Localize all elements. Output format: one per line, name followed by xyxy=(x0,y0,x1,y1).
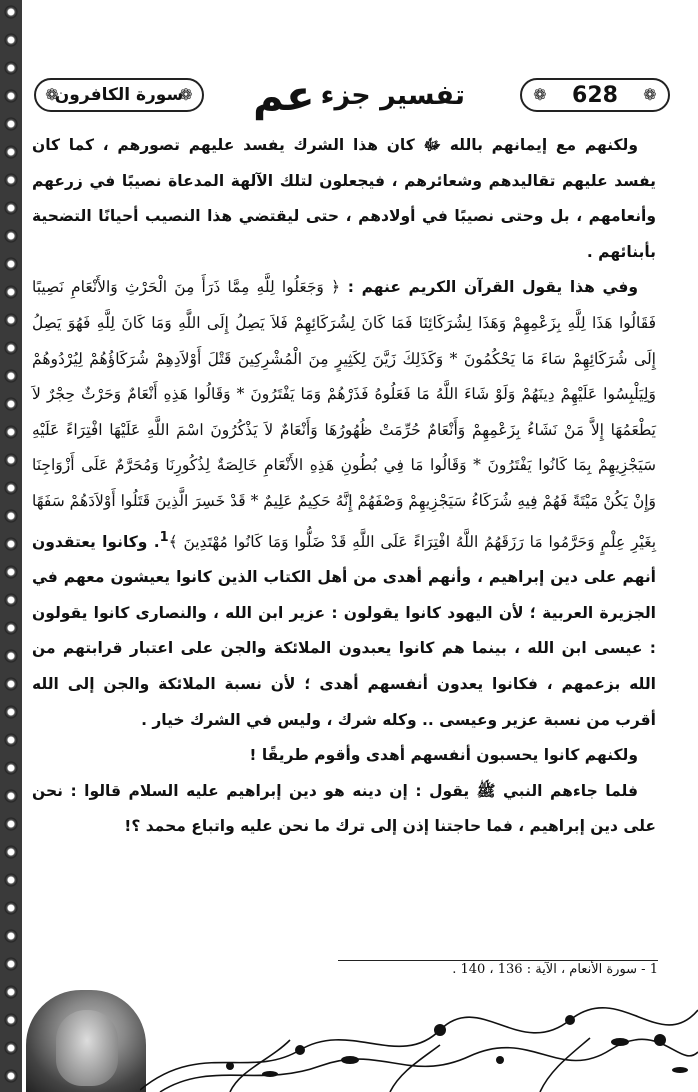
paragraph-2-rest: . وكانوا يعتقدون أنهم على دين إبراهيم ، وأنهم أهدى من أهل الكتاب الذين كانوا يعيشون معهم في الجزيرة العربية ؛ لأن اليهود كانوا يقولون : عزير ابن الله ، والنصارى كانوا يقولون : عيسى ابن الله ، بينما هم كانوا يعبدون الملائكة والجن على اعتبار قرابتهم من الله بزعمهم ، فكانوا يعدون أنفسهم أهدى ؛ لأن نسبة الملائكة والجن إلى الله أقرب من نسبة عزير وعيسى .. وكله شرك ، وليس في الشرك خيار . xyxy=(32,532,656,729)
author-portrait-image xyxy=(26,990,146,1092)
page-number: 628 xyxy=(572,82,618,108)
paragraph-2-intro: وفي هذا يقول القرآن الكريم عنهم : xyxy=(347,278,638,297)
book-title-part2: عم xyxy=(253,70,315,120)
paragraph-1: ولكنهم مع إيمانهم بالله ﷻ كان هذا الشرك يفسد عليهم تصورهم ، كما كان يفسد عليهم تقاليدهم وشعائرهم ، فيجعلون لتلك الآلهة المدعاة نصيبًا في زرعهم وأنعامهم ، بل وحتى نصيبًا في أولادهم ، حتى ليقتضي هذا النصيب أحيانًا التضحية بأبنائهم . xyxy=(32,136,656,261)
book-title-part1: تفسير جزء xyxy=(320,79,465,111)
surah-name-frame xyxy=(34,78,204,112)
flourish-icon: ❁ xyxy=(179,85,193,104)
ornamental-side-border xyxy=(0,0,22,1092)
quran-verse: ﴿ وَجَعَلُوا لِلَّهِ مِمَّا ذَرَأَ مِنَ الْحَرْثِ وَالأَنْعَامِ نَصِيبًا فَقَالُوا هَذَا لِلَّهِ بِزَعْمِهِمْ وَهَذَا لِشُرَكَائِنَا فَمَا كَانَ لِشُرَكَائِهِمْ فَلاَ يَصِلُ إِلَى اللَّهِ وَمَا كَانَ لِلَّهِ فَهُوَ يَصِلُ إِلَى شُرَكَائِهِمْ سَاءَ مَا يَحْكُمُونَ * وَكَذَلِكَ زَيَّنَ لِكَثِيرٍ مِنَ الْمُشْرِكِينَ قَتْلَ أَوْلاَدِهِمْ شُرَكَاؤُهُمْ لِيُرْدُوهُمْ وَلِيَلْبِسُوا عَلَيْهِمْ دِينَهُمْ وَلَوْ شَاءَ اللَّهُ مَا فَعَلُوهُ فَذَرْهُمْ وَمَا يَفْتَرُونَ * وَقَالُوا هَذِهِ أَنْعَامٌ وَحَرْثٌ حِجْرٌ لاَ يَطْعَمُهَا إِلاَّ مَنْ نَشَاءُ بِزَعْمِهِمْ وَأَنْعَامٌ حُرِّمَتْ ظُهُورُهَا وَأَنْعَامٌ لاَ يَذْكُرُونَ اسْمَ اللَّهِ عَلَيْهَا افْتِرَاءً عَلَيْهِ سَيَجْزِيهِمْ بِمَا كَانُوا يَفْتَرُونَ * وَقَالُوا مَا فِي بُطُونِ هَذِهِ الأَنْعَامِ خَالِصَةٌ لِذُكُورِنَا وَمُحَرَّمٌ عَلَى أَزْوَاجِنَا وَإِنْ يَكُنْ مَيْتَةً فَهُمْ فِيهِ شُرَكَاءُ سَيَجْزِيهِمْ وَصْفَهُمْ إِنَّهُ حَكِيمٌ عَلِيمٌ * قَدْ خَسِرَ الَّذِينَ قَتَلُوا أَوْلاَدَهُمْ سَفَهًا بِغَيْرِ عِلْمٍ وَحَرَّمُوا مَا رَزَقَهُمُ اللَّهُ افْتِرَاءً عَلَى اللَّهِ قَدْ ضَلُّوا وَمَا كَانُوا مُهْتَدِينَ ﴾ xyxy=(32,278,657,551)
page-number-frame xyxy=(520,78,670,112)
footnote: 1 - سورة الأنعام ، الآية : 136 ، 140 . xyxy=(452,962,658,977)
floral-ornament-image xyxy=(140,1000,698,1092)
flourish-icon: ❁ xyxy=(643,85,657,104)
portrait-face xyxy=(56,1010,118,1086)
flourish-icon: ❁ xyxy=(533,85,547,104)
page-header xyxy=(30,68,680,126)
surah-name: سورة الكافرون xyxy=(54,85,184,105)
footnote-marker: 1 xyxy=(159,529,169,545)
book-title xyxy=(244,68,474,122)
footnote-divider xyxy=(338,960,658,961)
paragraph-4: فلما جاءهم النبي ﷺ يقول : إن دينه هو دين إبراهيم عليه السلام قالوا : نحن على دين إبراهيم ، فما حاجتنا إذن إلى ترك ما نحن عليه واتباع محمد ؟! xyxy=(32,781,656,836)
paragraph-2 xyxy=(32,270,656,738)
paragraph-3: ولكنهم كانوا يحسبون أنفسهم أهدى وأقوم طريقًا ! xyxy=(249,746,638,765)
page-body xyxy=(32,128,656,845)
flourish-icon: ❁ xyxy=(45,85,59,104)
